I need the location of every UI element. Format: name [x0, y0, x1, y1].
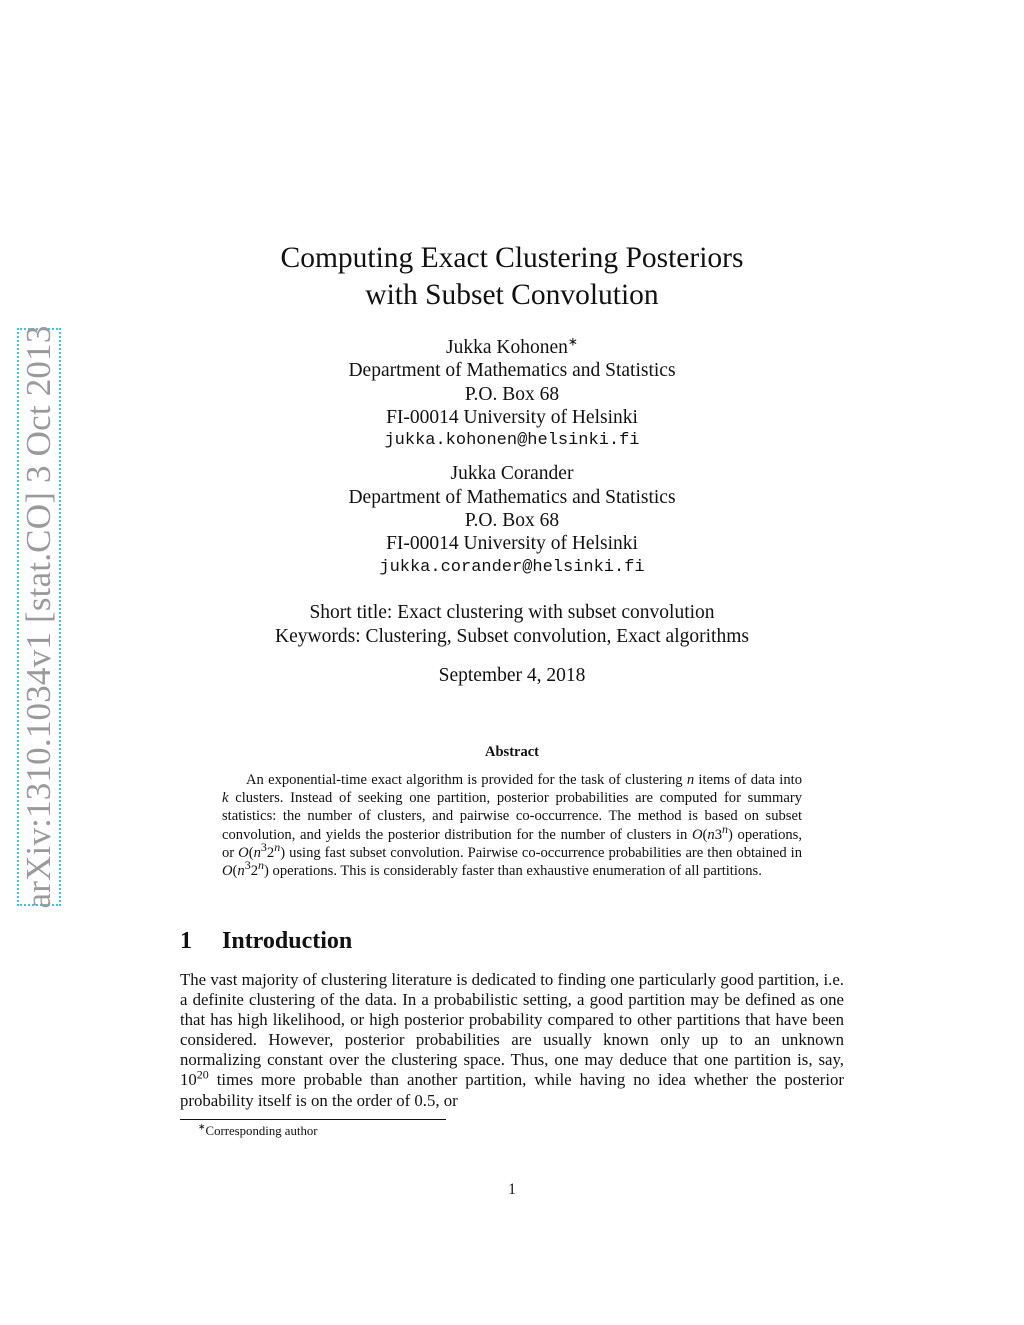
- title-line-1: Computing Exact Clustering Posteriors: [280, 242, 744, 274]
- author-name-line: [0, 336, 1024, 359]
- math-symbol: ): [264, 863, 269, 880]
- paper-date: September 4, 2018: [438, 665, 586, 686]
- math-symbol: ): [280, 844, 286, 861]
- author-block-1: [0, 336, 1024, 452]
- abstract-text: clusters. Instead of seeking one partition, posterior probabilities are computed for summary statistics: the number of clusters, and pairwise co-occurrence. The method is based on subset convolution, and yields the posterior distribution for the number of clusters in: [222, 790, 802, 843]
- author-block-2: [0, 462, 1024, 578]
- footnote-text: Corresponding author: [205, 1124, 318, 1138]
- footnote: [198, 1121, 318, 1139]
- author-department: Department of Mathematics and Statistics: [348, 486, 676, 508]
- math-var: O: [222, 863, 233, 880]
- body-text-run: The vast majority of clustering literature is dedicated to finding one particularly good partition, i.e. a definite clustering of the data. In a probabilistic setting, a good partition may be defined as one that has high likelihood, or high posterior probability compared to other partitions that have been considered. However, posterior probabilities are usually known only up to an unknown normalizing constant over the clustering space. Thus, one may deduce that one partition is, say,: [180, 970, 844, 1070]
- paper-metadata: [0, 601, 1024, 649]
- author-department: Department of Mathematics and Statistics: [348, 360, 676, 382]
- footnote-mark: ∗: [198, 1121, 206, 1132]
- math-symbol: ): [728, 826, 733, 843]
- author-address: FI-00014 University of Helsinki: [386, 533, 638, 555]
- author-po-box: P.O. Box 68: [464, 383, 560, 405]
- section-heading-introduction: [180, 928, 352, 955]
- abstract-text: using fast subset convolution. Pairwise co-occurrence probabilities are then obtained in: [285, 844, 802, 861]
- footnote-rule: [180, 1119, 446, 1120]
- abstract-text: operations. This is considerably faster than exhaustive enumeration of all partitions.: [268, 863, 762, 880]
- author-name: Jukka Corander: [450, 463, 574, 485]
- math-var: n: [237, 863, 245, 880]
- short-title: Short title: Exact clustering with subset convolution: [309, 602, 715, 623]
- author-po-box: P.O. Box 68: [464, 510, 560, 532]
- section-title: Introduction: [222, 928, 353, 954]
- author-footnote-mark: ∗: [567, 334, 578, 349]
- math-var: k: [222, 790, 229, 807]
- author-email[interactable]: jukka.corander@helsinki.fi: [379, 557, 645, 577]
- introduction-body: [180, 970, 844, 1111]
- math-superscript: n: [274, 839, 281, 854]
- math-var: n: [707, 826, 715, 843]
- math-superscript: n: [722, 821, 728, 836]
- keywords: Keywords: Clustering, Subset convolution, Exact algorithms: [275, 626, 749, 647]
- author-name: Jukka Kohonen: [446, 337, 568, 358]
- author-list: [0, 336, 1024, 579]
- math-symbol: (: [248, 844, 254, 861]
- math-superscript: 3: [244, 858, 251, 873]
- abstract-text: An exponential-time exact algorithm is provided for the task of clustering: [246, 772, 687, 788]
- page-number: 1: [508, 1181, 516, 1198]
- math-symbol: (: [702, 826, 708, 843]
- math-superscript: 20: [196, 1067, 209, 1082]
- math-superscript: 3: [260, 839, 267, 854]
- math-symbol: 3: [714, 826, 722, 843]
- math-symbol: 2: [250, 863, 259, 880]
- math-var: n: [253, 844, 261, 861]
- math-var: n: [686, 772, 695, 788]
- abstract-paragraph: [222, 771, 802, 880]
- body-paragraph: [180, 970, 844, 1111]
- paper-title: [0, 240, 1024, 314]
- abstract-text: operations, or: [222, 826, 802, 861]
- math-var: O: [691, 826, 703, 843]
- arxiv-identifier[interactable]: arXiv:1310.1034v1 [stat.CO] 3 Oct 2013: [19, 325, 58, 909]
- math-superscript: n: [258, 858, 265, 873]
- math-symbol: 2: [266, 844, 275, 861]
- math-var: O: [238, 844, 249, 861]
- abstract-text: items of data into: [694, 772, 802, 788]
- math-number: 10: [180, 1070, 197, 1090]
- body-text-run: times more probable than another partition, while having no idea whether the posterior probability itself is on the order of 0.5, or: [180, 1070, 844, 1110]
- math-symbol: (: [232, 863, 238, 880]
- section-number: 1: [180, 928, 192, 954]
- abstract-heading: Abstract: [485, 744, 539, 760]
- author-address: FI-00014 University of Helsinki: [386, 406, 638, 428]
- abstract-body: [222, 771, 802, 880]
- author-email[interactable]: jukka.kohonen@helsinki.fi: [384, 431, 640, 451]
- title-line-2: with Subset Convolution: [365, 279, 659, 311]
